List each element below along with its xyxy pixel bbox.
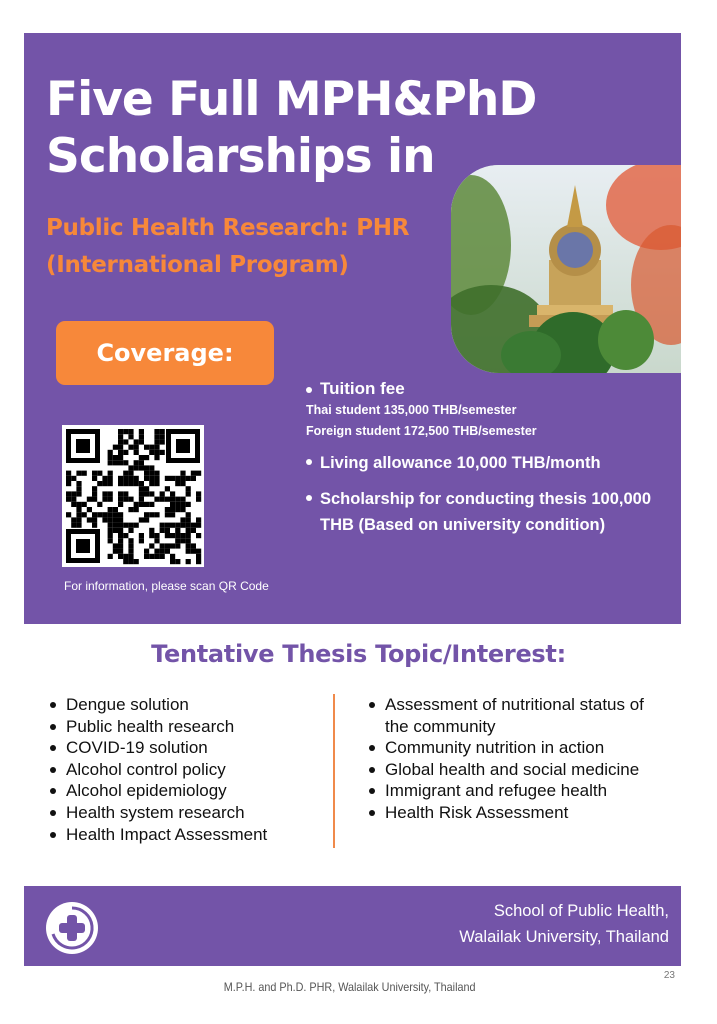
title-line-2: Scholarships in — [46, 129, 435, 184]
hero-banner — [24, 33, 681, 624]
topics-heading: Tentative Thesis Topic/Interest: — [151, 640, 566, 668]
qr-code-icon — [62, 425, 204, 567]
topic-item: Global health and social medicine — [369, 759, 669, 781]
qr-code[interactable] — [62, 425, 204, 567]
topic-item: Health system research — [50, 802, 318, 824]
topic-item: Immigrant and refugee health — [369, 780, 669, 802]
topic-item: Health Impact Assessment — [50, 824, 318, 846]
topic-item: Assessment of nutritional status of the community — [369, 694, 669, 737]
footer-school: School of Public Health, — [493, 902, 669, 920]
tuition-thai: Thai student 135,000 THB/semester — [306, 403, 517, 417]
qr-caption: For information, please scan QR Code — [64, 579, 269, 593]
tuition-heading: Tuition fee — [320, 379, 405, 398]
program-subtitle — [46, 210, 466, 284]
topics-divider — [333, 694, 335, 848]
footer-university: Walailak University, Thailand — [459, 928, 669, 946]
topic-item: COVID-19 solution — [50, 737, 318, 759]
page-number: 23 — [663, 970, 675, 981]
topic-item: Alcohol control policy — [50, 759, 318, 781]
living-allowance: Living allowance 10,000 THB/month — [320, 454, 601, 472]
coverage-list — [306, 378, 676, 538]
topic-item: Alcohol epidemiology — [50, 780, 318, 802]
topics-list-right — [369, 694, 669, 824]
topics-list-left — [50, 694, 318, 845]
tuition-foreign: Foreign student 172,500 THB/semester — [306, 424, 537, 438]
public-health-logo-icon — [44, 900, 100, 956]
subtitle-line-2: (International Program) — [46, 252, 349, 278]
topic-item: Public health research — [50, 716, 318, 738]
subtitle-line-1: Public Health Research: PHR — [46, 215, 410, 241]
topic-item: Health Risk Assessment — [369, 802, 669, 824]
topic-item: Dengue solution — [50, 694, 318, 716]
coverage-item-living — [306, 450, 676, 476]
coverage-item-tuition — [306, 378, 676, 442]
title-line-1: Five Full MPH&PhD — [46, 72, 537, 127]
campus-monument-image — [451, 165, 681, 373]
campus-photo — [451, 165, 681, 373]
page-footer-text: M.P.H. and Ph.D. PHR, Walailak University, Thailand — [223, 980, 476, 994]
coverage-button[interactable]: Coverage: — [56, 321, 274, 385]
topic-item: Community nutrition in action — [369, 737, 669, 759]
coverage-item-thesis — [306, 486, 676, 538]
footer-banner — [24, 886, 681, 966]
thesis-scholarship: Scholarship for conducting thesis 100,000 THB (Based on university condition) — [320, 490, 652, 534]
